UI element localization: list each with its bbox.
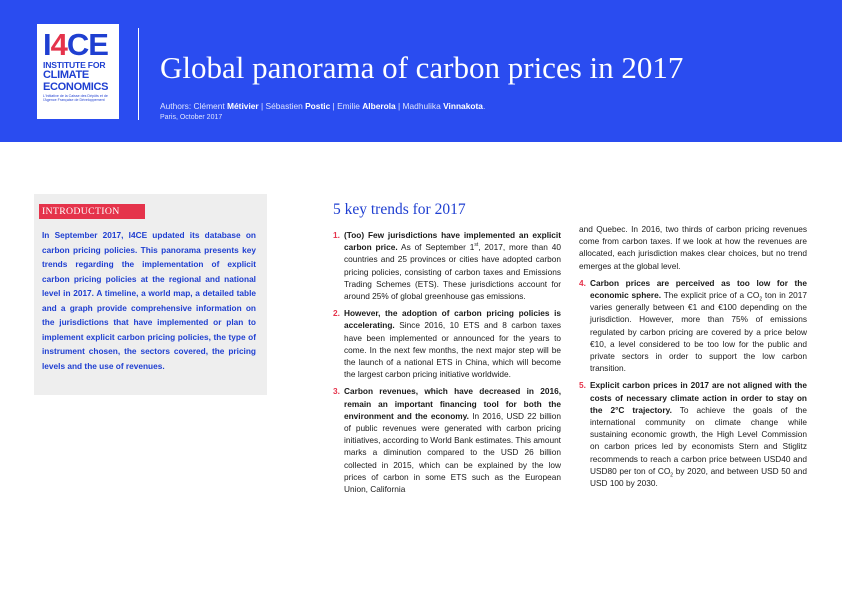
logo-mark: I4CE xyxy=(43,27,108,62)
place-date: Paris, October 2017 xyxy=(160,114,223,121)
logo-line-3: ECONOMICS xyxy=(43,80,109,93)
trend-lead: Explicit carbon prices in 2017 are not aligned with the costs of necessary climate action in order to stay on the 2°C trajectory. xyxy=(590,380,807,415)
logo-tagline: L'Initiative de la Caisse des Dépôts et de l'Agence Française de Développement xyxy=(43,94,108,103)
trend-lead: However, the adoption of carbon pricing policies is accelerating. xyxy=(344,308,561,331)
logo-line-2: CLIMATE xyxy=(43,69,89,82)
trend-item-2: 2. However, the adoption of carbon pricing policies is accelerating. Since 2016, 10 ETS and 8 carbon taxes have been implemented or announced for the years to come. In the next few months, the next major step will be the launch of a national ETS in China, which will become the largest carbon pricing initiative worldwide. xyxy=(333,308,561,380)
trend-lead: Carbon prices are perceived as too low for the economic sphere. xyxy=(590,277,807,301)
header-divider xyxy=(138,28,139,120)
logo-line-1: INSTITUTE FOR xyxy=(43,60,106,70)
trend-lead: Carbon revenues, which have decreased in 2016, remain an important financing tool for both the environment and the economy. xyxy=(344,386,561,421)
authors-line: Authors: Clément Métivier | Sébastien Postic | Emilie Alberola | Madhulika Vinnakota. xyxy=(160,101,486,111)
trend-item-4: 4. Carbon prices are perceived as too low for the economic sphere. The explicit price of a $CO_2$ ton in 2017 varies generally between €1 and €100 depending on the jurisdiction. However, more than 75% of emissions regulated by carbon pricing are covered by a price below €10, a level considered to be too low for the public and private sectors in order to support the low carbon transition. xyxy=(579,277,807,374)
trend-number: 2. xyxy=(333,308,340,319)
trend-item-5: 5. Explicit carbon prices in 2017 are not aligned with the costs of necessary climate action in order to stay on the 2°C trajectory. To achieve the goals of the international community on climate change while sustaining economic growth, the High Level Commission on carbon prices led by economists Stern and Stiglitz recommends to reach a carbon price between USD40 and USD80 per ton of $CO_2$ by 2020, and between USD 50 and USD 100 by 2030. xyxy=(579,380,808,489)
header-banner xyxy=(0,0,842,142)
introduction-tag: INTRODUCTION xyxy=(39,204,145,219)
trend-item-1: 1. (Too) Few jurisdictions have implemented an explicit carbon price. As of September 1st, 2017, more than 40 countries and 25 provinces or cities have adopted carbon pricing policies, consisting of carbon taxes and Emissions Trading Schemes (ETS). These jurisdictions account for around 25% of global greenhouse gas emissions. xyxy=(333,230,561,302)
trend-number: 5. xyxy=(579,380,586,391)
trend-number: 3. xyxy=(333,386,340,397)
i4ce-logo[interactable] xyxy=(37,24,119,119)
trend-number: 4. xyxy=(579,277,586,288)
introduction-text: In September 2017, I4CE updated its database on carbon pricing policies. This panorama presents key trends regarding the implementation of explicit carbon pricing policies at the regional and national level in 2017. A timeline, a world map, a detailed table and a graph provide comprehensive information on the jurisdictions that have implemented or plan to implement explicit carbon pricing policies, the type of instrument chosen, the sectors covered, the pricing levels and the use of revenues. xyxy=(42,230,256,371)
trend-item-3-continued: and Quebec. In 2016, two thirds of carbon pricing revenues come from carbon taxes. If we look at how the revenues are allocated, each jurisdiction makes clear choices, but no trend emerges at the global level. xyxy=(579,224,807,271)
trend-number: 1. xyxy=(333,230,340,240)
trends-heading: 5 key trends for 2017 xyxy=(333,201,466,218)
page-title: Global panorama of carbon prices in 2017 xyxy=(160,50,684,85)
trends-column-2 xyxy=(579,223,807,494)
trend-item-3: 3. Carbon revenues, which have decreased in 2016, remain an important financing tool for both the environment and the economy. In 2016, USD 22 billion of public revenues were generated with carbon pricing initiatives, according to World Bank estimates. This amount marks a diminution compared to the USD 26 billion collected in 2015, which can be explained by the low prices of carbon in some ETS such as the European Union, California xyxy=(333,386,562,495)
trends-column-1 xyxy=(333,229,561,500)
trend-lead: (Too) Few jurisdictions have implemented an explicit carbon price. xyxy=(344,230,561,253)
